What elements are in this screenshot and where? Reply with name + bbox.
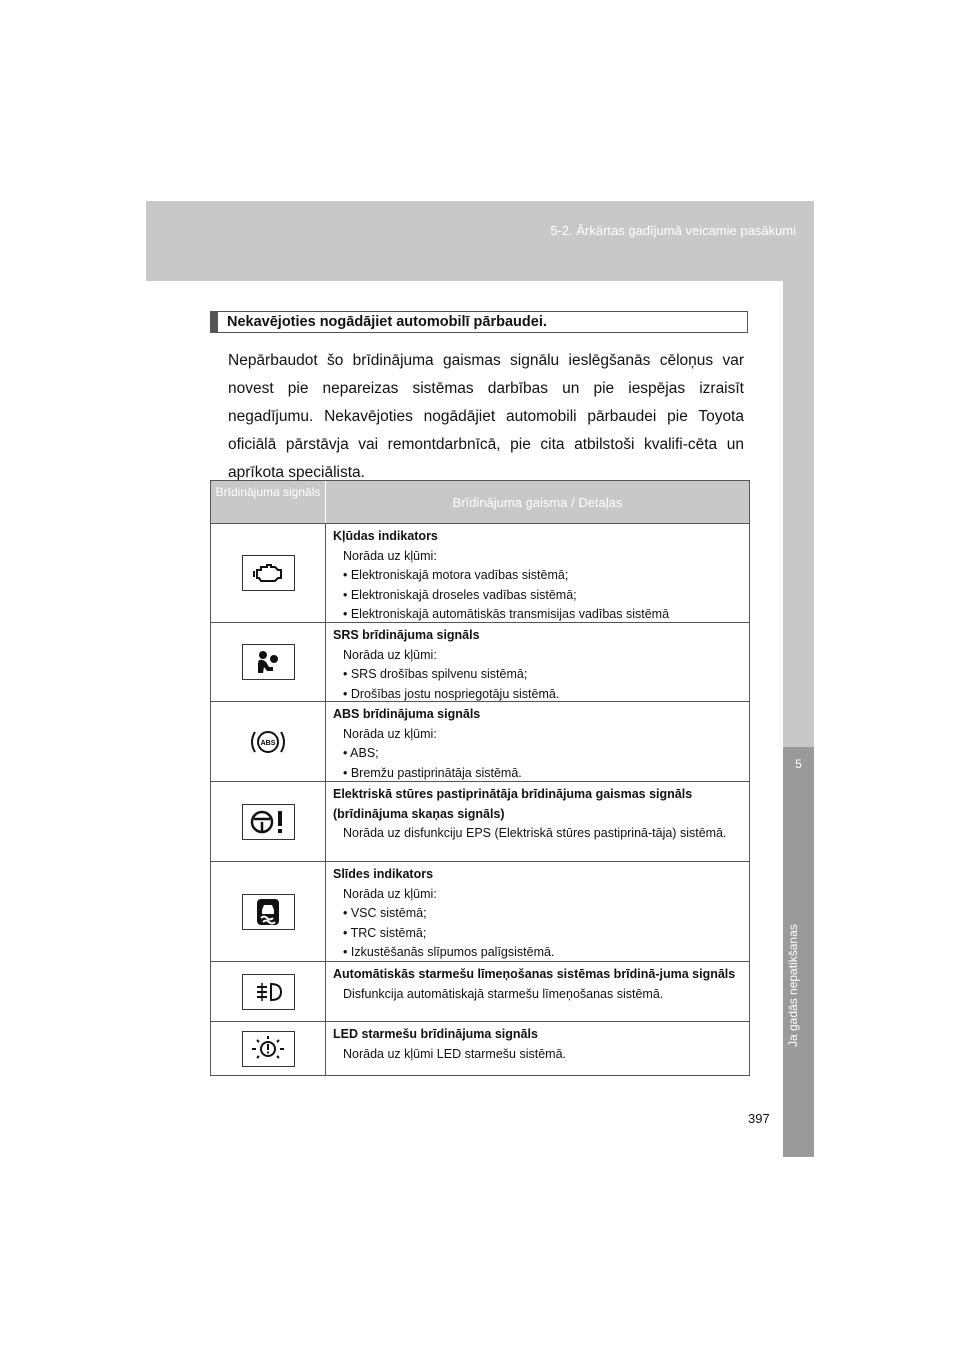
- slip-indicator-icon: [242, 894, 295, 930]
- row-title: Automātiskās starmešu līmeņošanas sistēmas brīdinā-juma signāls: [333, 967, 736, 981]
- col-header-details: Brīdinājuma gaisma / Detaļas: [452, 494, 623, 510]
- row-line: Disfunkcija automātiskajā starmešu līmeņošanas sistēmā.: [343, 986, 664, 1001]
- table-row: [211, 623, 749, 702]
- row-line: • Izkustēšanās slīpumos palīgsistēmā.: [343, 945, 555, 959]
- row-title: Slīdes indikators: [333, 867, 434, 881]
- table-row: [211, 1022, 749, 1075]
- section-title: 5-2. Ārkārtas gadījumā veicamie pasākumi: [550, 223, 796, 238]
- chapter-tab: [783, 747, 814, 1157]
- page-number: 397: [748, 1111, 770, 1126]
- engine-check-icon: [242, 555, 295, 591]
- section-heading: [210, 311, 748, 333]
- led-headlight-warning-icon: [242, 1031, 295, 1067]
- intro-paragraph: Nepārbaudot šo brīdinājuma gaismas signālu ieslēgšanās cēloņus var novest pie nepareizas sistēmas darbības un pie iespējas izraisīt negadījumu. Nekavējoties nogādājiet automobili pārbaudei pie Toyota oficiālā pārstāvja vai remontdarbnīcā, pie cita atbilstoši kvalifi-cēta un aprīkota speciālista.: [228, 352, 744, 481]
- row-line: • TRC sistēmā;: [343, 925, 427, 940]
- header-bar: [146, 201, 814, 281]
- row-line: Norāda uz kļūmi:: [343, 886, 437, 901]
- row-title: Kļūdas indikators: [333, 529, 438, 543]
- row-line: • ABS;: [343, 746, 379, 760]
- row-line: • Drošības jostu nospriegotāju sistēmā.: [343, 686, 560, 701]
- chapter-number: 5: [795, 757, 802, 771]
- table-header: [211, 481, 749, 524]
- svg-text:ABS: ABS: [260, 739, 276, 747]
- row-line: • Elektroniskajā droseles vadības sistēmā;: [343, 587, 577, 602]
- row-line: • SRS drošības spilvenu sistēmā;: [343, 667, 528, 681]
- row-line: • Bremžu pastiprinātāja sistēmā.: [343, 765, 522, 780]
- table-row: [211, 862, 749, 962]
- abs-icon: [242, 724, 295, 760]
- heading-text: Nekavējoties nogādājiet automobilī pārbaudei.: [227, 314, 547, 330]
- row-line: Norāda uz kļūmi LED starmešu sistēmā.: [343, 1046, 566, 1061]
- srs-airbag-icon: [242, 644, 295, 680]
- row-line: • VSC sistēmā;: [343, 906, 427, 920]
- table-row: [211, 782, 749, 862]
- table-row: [211, 524, 749, 623]
- row-line: Norāda uz kļūmi:: [343, 726, 437, 741]
- col-header-signal: Brīdinājuma signāls: [211, 481, 326, 523]
- row-line: • Elektroniskajā automātiskās transmisijas vadības sistēmā: [343, 607, 670, 621]
- row-title: SRS brīdinājuma signāls: [333, 628, 480, 642]
- heading-marker: [211, 312, 218, 332]
- power-steering-warning-icon: [242, 804, 295, 840]
- row-line: Norāda uz kļūmi:: [343, 548, 437, 563]
- chapter-label: Ja gadās nepatikšanas: [786, 924, 800, 1047]
- row-line: • Elektroniskajā motora vadības sistēmā;: [343, 568, 569, 582]
- table-row: [211, 702, 749, 782]
- row-title: ABS brīdinājuma signāls: [333, 707, 481, 721]
- headlight-leveling-icon: [242, 974, 295, 1010]
- warning-table: [210, 480, 750, 1076]
- side-strip: [783, 281, 814, 747]
- row-title: LED starmešu brīdinājuma signāls: [333, 1027, 538, 1041]
- table-row: [211, 962, 749, 1022]
- row-line: Norāda uz kļūmi:: [343, 647, 437, 662]
- row-line: Norāda uz disfunkciju EPS (Elektriskā stūres pastiprinā-tāja) sistēmā.: [343, 826, 727, 840]
- row-title: Elektriskā stūres pastiprinātāja brīdinājuma gaismas signāls (brīdinājuma skaņas signāls): [333, 787, 693, 821]
